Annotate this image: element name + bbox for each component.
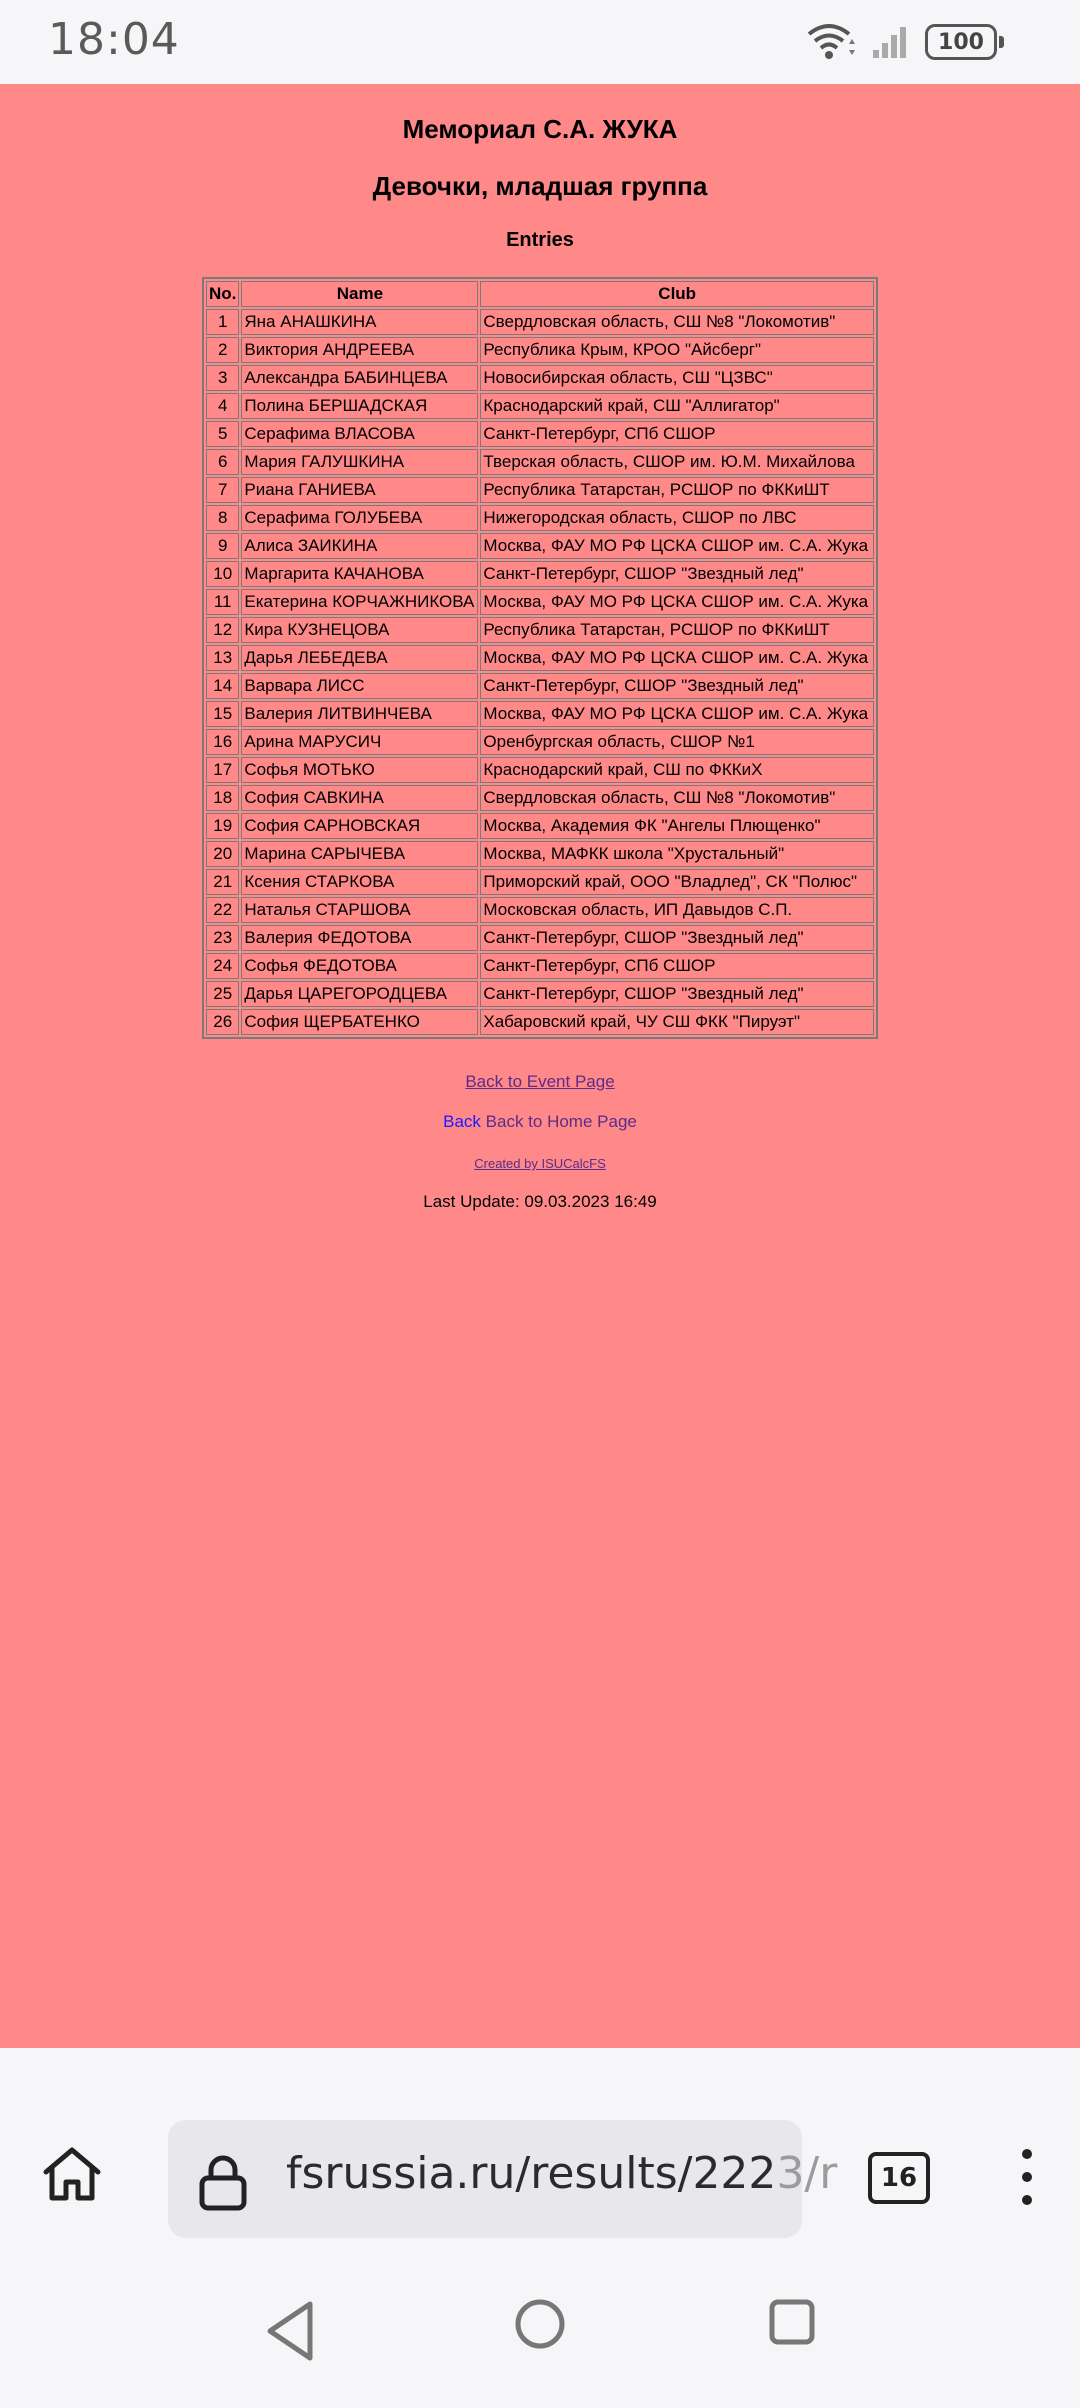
cell-club: Московская область, ИП Давыдов С.П. [480,897,874,923]
cell-club: Республика Татарстан, РСШОР по ФККиШТ [480,477,874,503]
header-no: No. [206,281,239,307]
table-row [206,841,874,867]
cell-club: Москва, Академия ФК "Ангелы Плющенко" [480,813,874,839]
back-icon[interactable] [260,2296,320,2366]
url-text[interactable] [286,2148,837,2199]
page-subtitle: Девочки, младшая группа [372,171,708,201]
wifi-icon [807,24,855,60]
battery-icon [925,24,1004,60]
cell-name: Виктория АНДРЕЕВА [241,337,478,363]
cell-name: Полина БЕРШАДСКАЯ [241,393,478,419]
cell-no: 22 [206,897,239,923]
cell-club: Москва, ФАУ МО РФ ЦСКА СШОР им. С.А. Жука [480,645,874,671]
cell-name: Арина МАРУСИЧ [241,729,478,755]
cell-club: Свердловская область, СШ №8 "Локомотив" [480,785,874,811]
cell-no: 26 [206,1009,239,1035]
cell-no: 23 [206,925,239,951]
cell-club: Хабаровский край, ЧУ СШ ФКК "Пируэт" [480,1009,874,1035]
table-row [206,561,874,587]
table-row [206,729,874,755]
cell-name: Наталья СТАРШОВА [241,897,478,923]
cell-club: Приморский край, ООО "Владлед", СК "Полюс" [480,869,874,895]
cell-no: 2 [206,337,239,363]
table-row [206,365,874,391]
cell-name: Валерия ЛИТВИНЧЕВА [241,701,478,727]
table-row [206,533,874,559]
cell-no: 3 [206,365,239,391]
cell-name: Марина САРЫЧЕВА [241,841,478,867]
cell-no: 8 [206,505,239,531]
cell-name: Варвара ЛИСС [241,673,478,699]
table-row [206,421,874,447]
cell-club: Санкт-Петербург, СШОР "Звездный лед" [480,561,874,587]
entries-table [202,277,878,1039]
cell-no: 25 [206,981,239,1007]
cell-no: 9 [206,533,239,559]
cell-club: Нижегородская область, СШОР по ЛВС [480,505,874,531]
table-row [206,813,874,839]
cell-club: Москва, ФАУ МО РФ ЦСКА СШОР им. С.А. Жука [480,533,874,559]
cell-name: Валерия ФЕДОТОВА [241,925,478,951]
table-row [206,393,874,419]
cell-name: Риана ГАНИЕВА [241,477,478,503]
last-update: Last Update: 09.03.2023 16:49 [423,1192,657,1211]
cell-no: 18 [206,785,239,811]
table-row [206,785,874,811]
cell-club: Москва, ФАУ МО РФ ЦСКА СШОР им. С.А. Жука [480,589,874,615]
table-row [206,617,874,643]
table-row [206,869,874,895]
table-row [206,449,874,475]
table-row [206,701,874,727]
table-row [206,477,874,503]
cell-club: Москва, МАФКК школа "Хрустальный" [480,841,874,867]
recent-apps-icon[interactable] [768,2298,816,2346]
address-bar[interactable] [168,2120,838,2238]
table-row [206,645,874,671]
system-nav-bar [0,2256,1080,2408]
menu-icon[interactable] [1012,2146,1042,2208]
cell-no: 11 [206,589,239,615]
cell-name: Дарья ЦАРЕГОРОДЦЕВА [241,981,478,1007]
cell-no: 5 [206,421,239,447]
cell-no: 4 [206,393,239,419]
section-heading: Entries [506,229,574,251]
back-to-home-text[interactable]: Back to Home Page [485,1112,637,1131]
table-row [206,505,874,531]
battery-level: 100 [925,24,997,60]
table-row [206,953,874,979]
cell-club: Санкт-Петербург, СПб СШОР [480,421,874,447]
cell-name: Маргарита КАЧАНОВА [241,561,478,587]
battery-tip [999,36,1004,48]
cell-name: Софья МОТЬКО [241,757,478,783]
cell-no: 19 [206,813,239,839]
table-row [206,925,874,951]
table-row [206,981,874,1007]
table-row [206,897,874,923]
cell-no: 1 [206,309,239,335]
table-row [206,1009,874,1035]
cell-no: 21 [206,869,239,895]
tabs-icon[interactable]: 16 [868,2152,930,2204]
header-name: Name [241,281,478,307]
browser-toolbar [0,2096,1080,2256]
lock-icon[interactable] [198,2154,248,2210]
back-image-alt-text[interactable]: Back [443,1112,481,1131]
cell-name: Дарья ЛЕБЕДЕВА [241,645,478,671]
cell-no: 10 [206,561,239,587]
cell-name: София ЩЕРБАТЕНКО [241,1009,478,1035]
cell-club: Оренбургская область, СШОР №1 [480,729,874,755]
header-club: Club [480,281,874,307]
table-header-row [206,281,874,307]
cell-name: Кира КУЗНЕЦОВА [241,617,478,643]
cell-club: Новосибирская область, СШ "ЦЗВС" [480,365,874,391]
cell-no: 6 [206,449,239,475]
signal-icon [871,24,909,60]
cell-name: Серафима ГОЛУБЕВА [241,505,478,531]
cell-club: Краснодарский край, СШ "Аллигатор" [480,393,874,419]
url-visible: fsrussia.ru/results/222 [286,2148,777,2199]
url-faded: 3/r [776,2148,838,2199]
cell-name: София САРНОВСКАЯ [241,813,478,839]
cell-club: Санкт-Петербург, СШОР "Звездный лед" [480,673,874,699]
web-page [0,84,1080,2048]
cell-no: 12 [206,617,239,643]
cell-club: Тверская область, СШОР им. Ю.М. Михайлова [480,449,874,475]
cell-no: 13 [206,645,239,671]
cell-name: Алиса ЗАИКИНА [241,533,478,559]
cell-no: 7 [206,477,239,503]
back-to-event-link[interactable]: Back to Event Page [465,1072,615,1091]
cell-club: Свердловская область, СШ №8 "Локомотив" [480,309,874,335]
cell-club: Санкт-Петербург, СШОР "Звездный лед" [480,981,874,1007]
cell-name: Яна АНАШКИНА [241,309,478,335]
table-row [206,337,874,363]
clock: 18:04 [48,14,180,65]
cell-no: 24 [206,953,239,979]
cell-club: Санкт-Петербург, СПб СШОР [480,953,874,979]
home-circle-icon[interactable] [514,2298,566,2350]
cell-no: 15 [206,701,239,727]
page-title: Мемориал С.А. ЖУКА [402,114,678,144]
cell-club: Санкт-Петербург, СШОР "Звездный лед" [480,925,874,951]
cell-club: Москва, ФАУ МО РФ ЦСКА СШОР им. С.А. Жука [480,701,874,727]
cell-name: Мария ГАЛУШКИНА [241,449,478,475]
home-icon[interactable] [40,2142,104,2206]
cell-name: Екатерина КОРЧАЖНИКОВА [241,589,478,615]
cell-club: Республика Крым, КРОО "Айсберг" [480,337,874,363]
table-row [206,589,874,615]
cell-name: Александра БАБИНЦЕВА [241,365,478,391]
cell-name: София САВКИНА [241,785,478,811]
created-by-link[interactable]: Created by ISUCalcFS [474,1156,606,1171]
cell-no: 17 [206,757,239,783]
status-bar [0,0,1080,84]
cell-no: 16 [206,729,239,755]
table-row [206,673,874,699]
cell-name: Софья ФЕДОТОВА [241,953,478,979]
cell-name: Серафима ВЛАСОВА [241,421,478,447]
cell-club: Краснодарский край, СШ по ФККиХ [480,757,874,783]
cell-no: 14 [206,673,239,699]
system-icons [807,22,1004,62]
table-row [206,757,874,783]
cell-name: Ксения СТАРКОВА [241,869,478,895]
cell-club: Республика Татарстан, РСШОР по ФККиШТ [480,617,874,643]
cell-no: 20 [206,841,239,867]
back-to-home-link[interactable] [0,1112,1080,1132]
table-row [206,309,874,335]
